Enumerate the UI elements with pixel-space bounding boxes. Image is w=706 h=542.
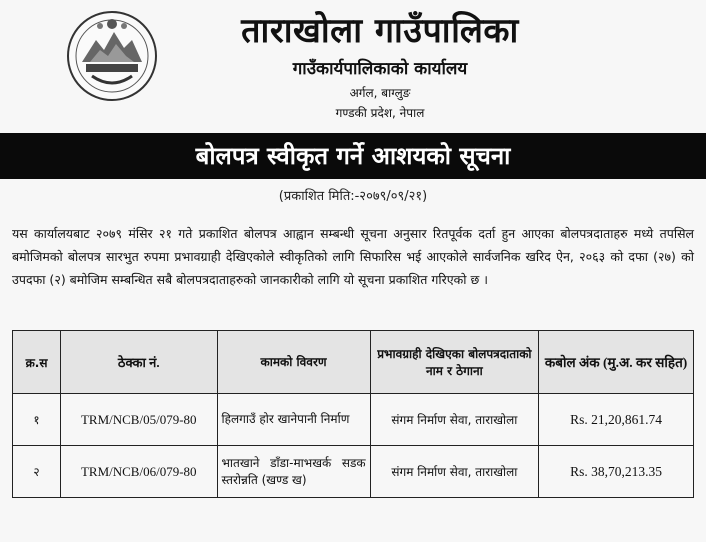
- notice-heading: बोलपत्र स्वीकृत गर्ने आशयको सूचना: [0, 133, 706, 179]
- address-line-1: अर्गल, बाग्लुङ: [349, 86, 411, 100]
- row-sn: १: [13, 394, 61, 446]
- row-contract-no: TRM/NCB/05/079-80: [61, 394, 217, 446]
- row-amount: Rs. 21,20,861.74: [539, 394, 694, 446]
- header-description: कामको विवरण: [217, 331, 370, 394]
- table-row: [13, 446, 694, 498]
- published-date: (प्रकाशित मिति:-२०७९/०९/२१): [278, 189, 428, 204]
- letterhead: [0, 0, 706, 128]
- notice-body: यस कार्यालयबाट २०७९ मंसिर २१ गते प्रकाशित बोलपत्र आह्वान सम्बन्धी सूचना अनुसार रितपूर्वक दर्ता हुन आएका बोलपत्रदाताहरु मध्ये तपसिल बमोजिमको बोलपत्र सारभुत रुपमा प्रभावग्राही देखिएकोले स्वीकृतिको लागि सिफारिस भई आएकोले सार्वजनिक खरिद ऐन, २०६३ को दफा (२७) को उपदफा (२) बमोजिम सम्बन्धित सबै बोलपत्रदाताहरुको जानकारीको लागि यो सूचना प्रकाशित गरिएको छ ।: [12, 226, 694, 287]
- address-line-2: गण्डकी प्रदेश, नेपाल: [335, 106, 425, 120]
- nepal-government-emblem-icon: [66, 10, 158, 102]
- row-amount: Rs. 38,70,213.35: [539, 446, 694, 498]
- tender-table: [12, 330, 694, 498]
- row-sn: २: [13, 446, 61, 498]
- header-amount: कबोल अंक (मु.अ. कर सहित): [539, 331, 694, 394]
- row-bidder: संगम निर्माण सेवा, ताराखोला: [370, 446, 539, 498]
- office-name: गाउँकार्यपालिकाको कार्यालय: [292, 59, 468, 79]
- header-bidder: प्रभावग्राही देखिएका बोलपत्रदाताको नाम र ठेगाना: [370, 331, 539, 394]
- header-contract-no: ठेक्का नं.: [61, 331, 217, 394]
- municipality-title: ताराखोला गाउँपालिका: [241, 11, 519, 51]
- table-header-row: [13, 331, 694, 394]
- row-contract-no: TRM/NCB/06/079-80: [61, 446, 217, 498]
- row-description: भातखाने डाँडा-माभखर्क सडक स्तरोन्नति (खण्ड ख): [217, 446, 370, 498]
- row-bidder: संगम निर्माण सेवा, ताराखोला: [370, 394, 539, 446]
- header-sn: क्र.स: [13, 331, 61, 394]
- table-row: [13, 394, 694, 446]
- row-description: हिलगाउँ होर खानेपानी निर्माण: [217, 394, 370, 446]
